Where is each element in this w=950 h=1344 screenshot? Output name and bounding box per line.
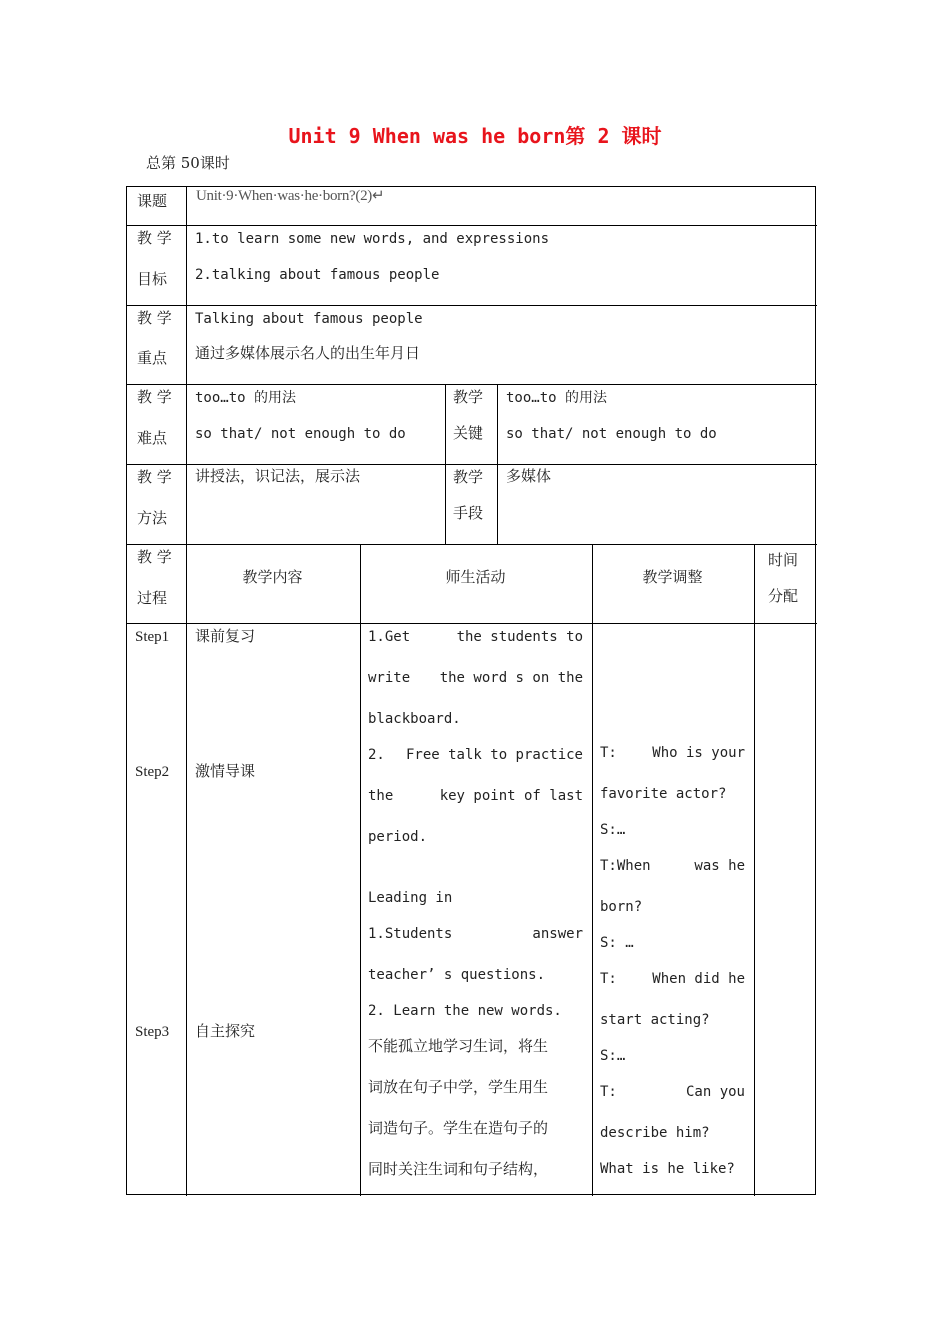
objectives-label-bottom: 目标 bbox=[137, 270, 168, 288]
column-divider bbox=[445, 384, 446, 544]
activity-line-right: the students to bbox=[456, 629, 583, 645]
adjustment-line-right: Who is your bbox=[652, 745, 745, 761]
focus-item: 通过多媒体展示名人的出生年月日 bbox=[195, 344, 421, 362]
row-divider bbox=[127, 225, 817, 226]
adjustment-line: What is he like? bbox=[600, 1161, 735, 1177]
row-divider bbox=[127, 384, 817, 385]
adjustment-line: favorite actor? bbox=[600, 786, 727, 802]
focus-label-bottom: 重点 bbox=[137, 349, 168, 367]
process-label-top: 教 学 bbox=[137, 548, 172, 566]
difficulty-label-top: 教 学 bbox=[137, 388, 172, 406]
adjustment-line: start acting? bbox=[600, 1012, 710, 1028]
adjustment-line: S:… bbox=[600, 1048, 626, 1064]
activity-line: 同时关注生词和句子结构， bbox=[368, 1160, 549, 1178]
activity-line: 2. Learn the new words. bbox=[368, 1003, 562, 1019]
difficulty-label-bottom: 难点 bbox=[137, 429, 168, 447]
step-content: 自主探究 bbox=[195, 1022, 256, 1040]
activity-line-right: Free talk to practice bbox=[405, 747, 583, 763]
activity-line-left: 1.Students bbox=[368, 926, 453, 942]
row-divider bbox=[127, 464, 817, 465]
difficulty-item: so that/ not enough to do bbox=[195, 426, 406, 442]
difficulty-item: too…to 的用法 bbox=[195, 390, 297, 406]
activity-line: teacher’ s questions. bbox=[368, 967, 546, 983]
objective-item: 2.talking about famous people bbox=[195, 267, 440, 283]
column-divider bbox=[360, 544, 361, 1196]
activity-line: 词造句子。学生在造句子的 bbox=[368, 1119, 549, 1137]
key-label-bottom: 关键 bbox=[453, 424, 484, 442]
objective-item: 1.to learn some new words, and expressions bbox=[195, 231, 550, 247]
total-lessons: 总第 50课时 bbox=[146, 154, 230, 172]
column-divider bbox=[497, 384, 498, 544]
focus-item: Talking about famous people bbox=[195, 311, 423, 327]
column-divider bbox=[592, 544, 593, 1196]
means-label-top: 教学 bbox=[453, 468, 484, 486]
method-label-bottom: 方法 bbox=[137, 509, 168, 527]
topic-label: 课题 bbox=[137, 192, 168, 210]
activity-line-left: 2. bbox=[368, 747, 385, 763]
activity-line-right: key point of last bbox=[439, 788, 583, 804]
page-title: Unit 9 When was he born第 2 课时 bbox=[288, 124, 662, 148]
activity-line: Leading in bbox=[368, 890, 453, 906]
objectives-label-top: 教 学 bbox=[137, 229, 172, 247]
row-divider bbox=[127, 544, 817, 545]
adjustment-line-left: T: bbox=[600, 971, 617, 987]
activity-line: blackboard. bbox=[368, 711, 461, 727]
means-label-bottom: 手段 bbox=[453, 504, 484, 522]
activity-line: period. bbox=[368, 829, 428, 845]
key-item: too…to 的用法 bbox=[506, 390, 608, 406]
focus-label-top: 教 学 bbox=[137, 309, 172, 327]
adjustment-line: born? bbox=[600, 899, 643, 915]
method-label-top: 教 学 bbox=[137, 468, 172, 486]
column-header-time-top: 时间 bbox=[768, 551, 799, 569]
adjustment-line: S: … bbox=[600, 935, 634, 951]
step-label: Step1 bbox=[135, 629, 170, 645]
adjustment-line: describe him? bbox=[600, 1125, 710, 1141]
column-header-time-bottom: 分配 bbox=[768, 587, 799, 605]
adjustment-line-right: When did he bbox=[652, 971, 745, 987]
activity-line-right: answer bbox=[532, 926, 583, 942]
activity-line: 不能孤立地学习生词，将生 bbox=[368, 1037, 549, 1055]
adjustment-line-right: Can you bbox=[685, 1084, 745, 1100]
column-divider bbox=[754, 544, 755, 1196]
adjustment-line-left: T: bbox=[600, 1084, 617, 1100]
step-label: Step3 bbox=[135, 1024, 170, 1040]
activity-line-left: 1.Get bbox=[368, 629, 411, 645]
adjustment-line-right: was he bbox=[694, 858, 745, 874]
column-divider bbox=[186, 187, 187, 1196]
activity-line-right: the word s on the bbox=[439, 670, 583, 686]
activity-line-left: the bbox=[368, 788, 394, 804]
column-header-adjustment: 教学调整 bbox=[642, 568, 703, 586]
row-divider bbox=[127, 623, 817, 624]
key-label-top: 教学 bbox=[453, 388, 484, 406]
step-label: Step2 bbox=[135, 764, 170, 780]
step-content: 课前复习 bbox=[195, 627, 256, 645]
adjustment-line: S:… bbox=[600, 822, 626, 838]
activity-line: 词放在句子中学，学生用生 bbox=[368, 1078, 549, 1096]
key-item: so that/ not enough to do bbox=[506, 426, 717, 442]
activity-line-left: write bbox=[368, 670, 411, 686]
adjustment-line-left: T: bbox=[600, 745, 617, 761]
column-header-activities: 师生活动 bbox=[445, 568, 506, 586]
column-header-content: 教学内容 bbox=[242, 568, 303, 586]
method-value: 讲授法，识记法，展示法 bbox=[195, 467, 361, 485]
row-divider bbox=[127, 305, 817, 306]
adjustment-line-left: T:When bbox=[600, 858, 651, 874]
topic-value: Unit·9·When·was·he·born?(2)↵ bbox=[196, 188, 385, 204]
step-content: 激情导课 bbox=[195, 762, 256, 780]
process-label-bottom: 过程 bbox=[137, 589, 168, 607]
means-value: 多媒体 bbox=[506, 467, 552, 485]
